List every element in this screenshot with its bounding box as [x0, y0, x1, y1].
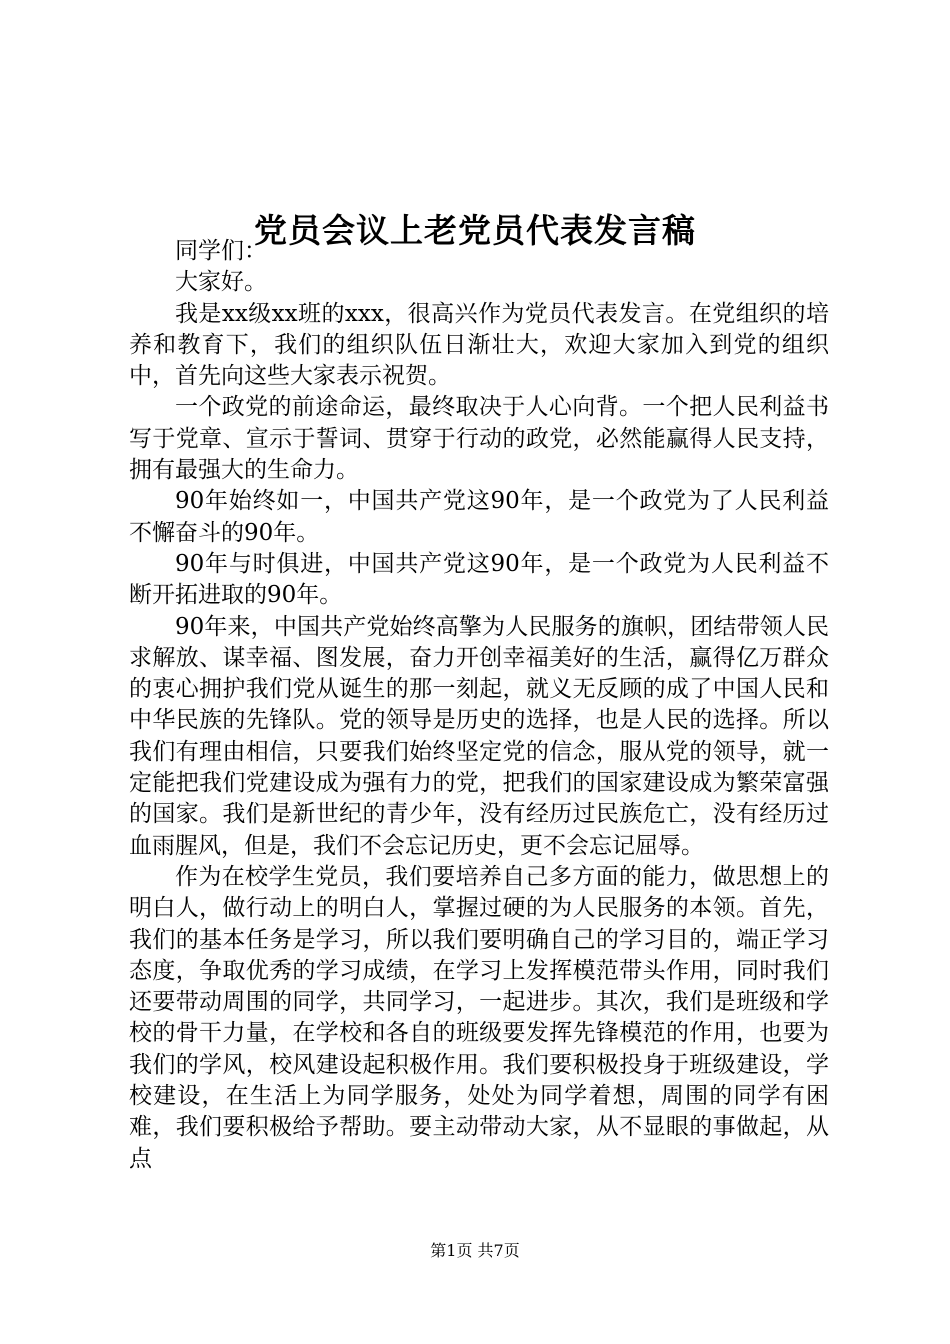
- paragraph-90-years-progress: 90年与时俱进，中国共产党这90年，是一个政党为人民利益不断开拓进取的90年。: [129, 550, 829, 609]
- paragraph-party-support: 一个政党的前途命运，最终取决于人心向背。一个把人民利益书写于党章、宣示于誓词、贯穿于行动的政党，必然能赢得人民支持，拥有最强大的生命力。: [129, 394, 829, 484]
- page-number-footer: 第1页 共7页: [430, 1241, 520, 1260]
- paragraph-90-years-constant: 90年始终如一，中国共产党这90年，是一个政党为了人民利益不懈奋斗的90年。: [129, 488, 829, 546]
- paragraph-introduction: 我是xx级xx班的xxx，很高兴作为党员代表发言。在党组织的培养和教育下，我们的组织队伍日渐壮大，欢迎大家加入到党的组织中，首先向这些大家表示祝贺。: [129, 300, 829, 390]
- paragraph-greeting: 大家好。: [175, 269, 267, 296]
- document-title: 党员会议上老党员代表发言稿: [254, 211, 696, 251]
- document-body: [129, 236, 829, 1175]
- paragraph-salutation: 同学们：: [175, 238, 267, 264]
- paragraph-history: 90年来，中国共产党始终高擎为人民服务的旗帜，团结带领人民求解放、谋幸福、图发展，奋力开创幸福美好的生活，赢得亿万群众的衷心拥护我们党从诞生的那一刻起，就义无反顾的成了中国人民和中华民族的先锋队。党的领导是历史的选择，也是人民的选择。所以我们有理由相信，只要我们始终坚定党的信念，服从党的领导，就一定能把我们党建设成为强有力的党，把我们的国家建设成为繁荣富强的国家。我们是新世纪的青少年，没有经历过民族危亡，没有经历过血雨腥风，但是，我们不会忘记历史，更不会忘记屈辱。: [129, 613, 829, 859]
- paragraph-student-members: 作为在校学生党员，我们要培养自己多方面的能力，做思想上的明白人，做行动上的明白人，掌握过硬的为人民服务的本领。首先，我们的基本任务是学习，所以我们要明确自己的学习目的，端正学习态度，争取优秀的学习成绩，在学习上发挥模范带头作用，同时我们还要带动周围的同学，共同学习，一起进步。其次，我们是班级和学校的骨干力量，在学校和各自的班级要发挥先锋模范的作用，也要为我们的学风，校风建设起积极作用。我们要积极投身于班级建设，学校建设，在生活上为同学服务，处处为同学着想，周围的同学有困难，我们要积极给予帮助。要主动带动大家，从不显眼的事做起，从点: [129, 863, 829, 1172]
